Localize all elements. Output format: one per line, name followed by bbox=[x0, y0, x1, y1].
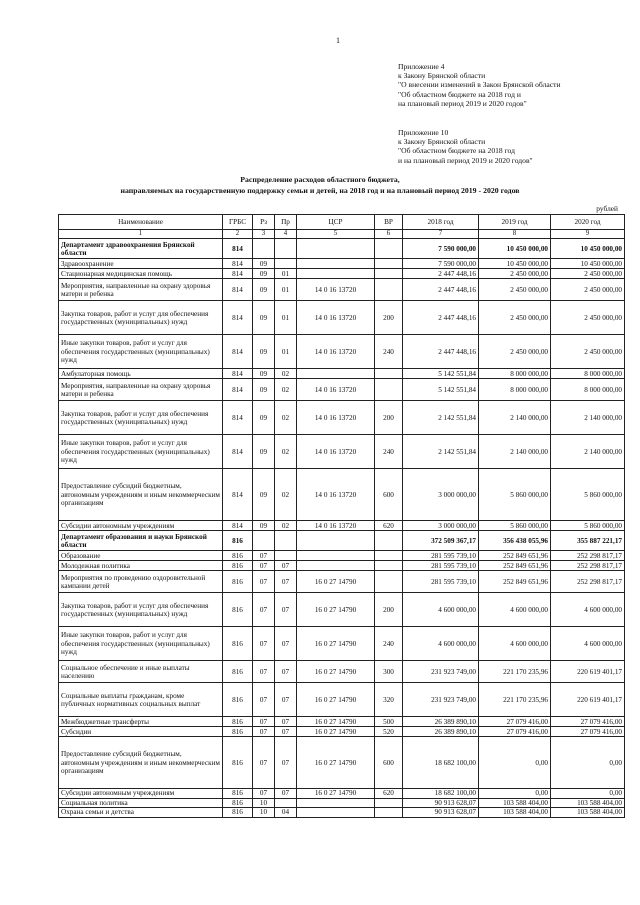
table-row bbox=[59, 279, 625, 301]
col-header-name: Наименование bbox=[59, 215, 223, 230]
table-row bbox=[59, 661, 625, 683]
table-row bbox=[59, 369, 625, 379]
table-row bbox=[59, 808, 625, 817]
cell-grbs: 816 bbox=[223, 789, 253, 798]
cell-pr bbox=[275, 798, 297, 807]
cell-grbs: 816 bbox=[223, 571, 253, 593]
table-row bbox=[59, 401, 625, 435]
row-name: Иные закупки товаров, работ и услуг для обеспечения государственных (муниципальных) нужд bbox=[59, 335, 223, 369]
cell-vr: 240 bbox=[375, 627, 403, 661]
cell-grbs: 814 bbox=[223, 379, 253, 401]
cell-2020: 355 887 221,17 bbox=[551, 531, 625, 551]
cell-pr: 01 bbox=[275, 269, 297, 279]
row-name: Субсидии bbox=[59, 727, 223, 737]
cell-2020: 0,00 bbox=[551, 789, 625, 798]
cell-pr bbox=[275, 239, 297, 259]
col-header-2019: 2019 год bbox=[479, 215, 551, 230]
cell-vr bbox=[375, 369, 403, 379]
col-number: 3 bbox=[253, 230, 275, 239]
cell-rz: 09 bbox=[253, 279, 275, 301]
cell-vr: 600 bbox=[375, 469, 403, 521]
cell-2019: 252 849 651,96 bbox=[479, 571, 551, 593]
cell-vr: 200 bbox=[375, 301, 403, 335]
annex-line: на плановый период 2019 и 2020 годов" bbox=[398, 98, 527, 108]
cell-rz: 07 bbox=[253, 551, 275, 561]
cell-vr bbox=[375, 808, 403, 817]
table-row bbox=[59, 335, 625, 369]
cell-rz: 07 bbox=[253, 661, 275, 683]
cell-pr: 07 bbox=[275, 661, 297, 683]
row-name: Предоставление субсидий бюджетным, автономным учреждениям и иным некоммерческим организациям bbox=[59, 469, 223, 521]
cell-2018: 5 142 551,84 bbox=[403, 369, 479, 379]
row-name: Закупка товаров, работ и услуг для обеспечения государственных (муниципальных) нужд bbox=[59, 593, 223, 627]
cell-pr bbox=[275, 259, 297, 269]
row-name: Департамент образования и науки Брянской области bbox=[59, 531, 223, 551]
row-name: Предоставление субсидий бюджетным, автономным учреждениям и иным некоммерческим организациям bbox=[59, 737, 223, 789]
cell-2019: 27 079 416,00 bbox=[479, 727, 551, 737]
cell-2020: 27 079 416,00 bbox=[551, 727, 625, 737]
table-row bbox=[59, 379, 625, 401]
cell-grbs: 816 bbox=[223, 727, 253, 737]
cell-2018: 4 600 000,00 bbox=[403, 627, 479, 661]
row-name: Образование bbox=[59, 551, 223, 561]
cell-2018: 7 590 000,00 bbox=[403, 239, 479, 259]
cell-2018: 2 447 448,16 bbox=[403, 279, 479, 301]
document-subtitle: направляемых на государственную поддержку семьи и детей, на 2018 год и на плановый период 2019 - 2020 годов bbox=[120, 186, 520, 195]
cell-grbs: 814 bbox=[223, 239, 253, 259]
cell-csr: 16 0 27 14790 bbox=[297, 789, 375, 798]
cell-csr bbox=[297, 239, 375, 259]
row-name: Закупка товаров, работ и услуг для обеспечения государственных (муниципальных) нужд bbox=[59, 301, 223, 335]
cell-2019: 103 588 404,00 bbox=[479, 808, 551, 817]
col-header-pr: Пр bbox=[275, 215, 297, 230]
cell-2020: 2 450 000,00 bbox=[551, 279, 625, 301]
cell-csr: 14 0 16 13720 bbox=[297, 469, 375, 521]
annex-line: "О внесении изменений в Закон Брянской области bbox=[398, 80, 561, 90]
table-row bbox=[59, 727, 625, 737]
cell-2018: 281 595 739,10 bbox=[403, 571, 479, 593]
cell-csr bbox=[297, 561, 375, 571]
table-row bbox=[59, 627, 625, 661]
cell-csr bbox=[297, 259, 375, 269]
cell-vr: 200 bbox=[375, 401, 403, 435]
cell-grbs: 816 bbox=[223, 717, 253, 727]
cell-2020: 5 860 000,00 bbox=[551, 521, 625, 531]
cell-csr bbox=[297, 269, 375, 279]
cell-pr: 07 bbox=[275, 683, 297, 717]
cell-2020: 252 298 817,17 bbox=[551, 571, 625, 593]
cell-vr bbox=[375, 571, 403, 593]
row-name: Социальные выплаты гражданам, кроме публичных нормативных социальных выплат bbox=[59, 683, 223, 717]
table-row bbox=[59, 239, 625, 259]
cell-2020: 5 860 000,00 bbox=[551, 469, 625, 521]
cell-2018: 18 682 100,00 bbox=[403, 789, 479, 798]
cell-vr bbox=[375, 239, 403, 259]
cell-pr: 01 bbox=[275, 301, 297, 335]
cell-vr: 300 bbox=[375, 661, 403, 683]
cell-rz: 07 bbox=[253, 683, 275, 717]
cell-2019: 252 849 651,96 bbox=[479, 551, 551, 561]
cell-2019: 0,00 bbox=[479, 737, 551, 789]
cell-rz: 09 bbox=[253, 401, 275, 435]
cell-2020: 2 450 000,00 bbox=[551, 269, 625, 279]
table-row bbox=[59, 798, 625, 807]
cell-2018: 2 447 448,16 bbox=[403, 335, 479, 369]
cell-2018: 18 682 100,00 bbox=[403, 737, 479, 789]
cell-2020: 2 450 000,00 bbox=[551, 335, 625, 369]
cell-csr: 14 0 16 13720 bbox=[297, 335, 375, 369]
cell-vr bbox=[375, 269, 403, 279]
cell-vr bbox=[375, 531, 403, 551]
col-header-2018: 2018 год bbox=[403, 215, 479, 230]
cell-vr: 620 bbox=[375, 521, 403, 531]
cell-csr: 14 0 16 13720 bbox=[297, 279, 375, 301]
cell-grbs: 814 bbox=[223, 301, 253, 335]
cell-csr bbox=[297, 531, 375, 551]
cell-rz: 09 bbox=[253, 335, 275, 369]
cell-csr: 14 0 16 13720 bbox=[297, 435, 375, 469]
cell-2019: 252 849 651,96 bbox=[479, 561, 551, 571]
col-number: 8 bbox=[479, 230, 551, 239]
row-name: Департамент здравоохранения Брянской области bbox=[59, 239, 223, 259]
cell-grbs: 816 bbox=[223, 683, 253, 717]
cell-vr: 320 bbox=[375, 683, 403, 717]
cell-pr: 02 bbox=[275, 369, 297, 379]
cell-pr: 07 bbox=[275, 727, 297, 737]
table-row bbox=[59, 789, 625, 798]
annex-line: Приложение 4 bbox=[398, 62, 445, 71]
cell-2020: 27 079 416,00 bbox=[551, 717, 625, 727]
cell-2019: 2 140 000,00 bbox=[479, 401, 551, 435]
cell-pr: 02 bbox=[275, 379, 297, 401]
cell-csr: 16 0 27 14790 bbox=[297, 593, 375, 627]
cell-2018: 231 923 749,00 bbox=[403, 661, 479, 683]
currency-unit: рублей bbox=[596, 204, 618, 213]
table-row bbox=[59, 571, 625, 593]
cell-2018: 3 000 000,00 bbox=[403, 469, 479, 521]
cell-vr bbox=[375, 551, 403, 561]
cell-2019: 2 450 000,00 bbox=[479, 279, 551, 301]
cell-2018: 231 923 749,00 bbox=[403, 683, 479, 717]
cell-pr: 07 bbox=[275, 561, 297, 571]
cell-rz: 07 bbox=[253, 627, 275, 661]
cell-2019: 27 079 416,00 bbox=[479, 717, 551, 727]
table-row bbox=[59, 551, 625, 561]
cell-rz: 09 bbox=[253, 259, 275, 269]
cell-csr bbox=[297, 798, 375, 807]
cell-grbs: 816 bbox=[223, 661, 253, 683]
col-number: 2 bbox=[223, 230, 253, 239]
row-name: Стационарная медицинская помощь bbox=[59, 269, 223, 279]
cell-2020: 8 000 000,00 bbox=[551, 379, 625, 401]
cell-grbs: 814 bbox=[223, 335, 253, 369]
cell-vr bbox=[375, 279, 403, 301]
cell-2019: 2 450 000,00 bbox=[479, 301, 551, 335]
cell-grbs: 816 bbox=[223, 531, 253, 551]
cell-pr: 02 bbox=[275, 401, 297, 435]
cell-2018: 90 913 628,07 bbox=[403, 808, 479, 817]
col-number: 6 bbox=[375, 230, 403, 239]
row-name: Межбюджетные трансферты bbox=[59, 717, 223, 727]
cell-2020: 10 450 000,00 bbox=[551, 239, 625, 259]
cell-rz: 07 bbox=[253, 593, 275, 627]
row-name: Социальная политика bbox=[59, 798, 223, 807]
annex-line: к Закону Брянской области bbox=[398, 137, 486, 147]
cell-grbs: 814 bbox=[223, 469, 253, 521]
cell-2020: 0,00 bbox=[551, 737, 625, 789]
cell-pr: 01 bbox=[275, 335, 297, 369]
annex-4-header bbox=[398, 62, 561, 108]
cell-grbs: 814 bbox=[223, 259, 253, 269]
cell-2019: 2 450 000,00 bbox=[479, 269, 551, 279]
cell-grbs: 816 bbox=[223, 798, 253, 807]
cell-vr bbox=[375, 259, 403, 269]
table-row bbox=[59, 593, 625, 627]
cell-csr: 14 0 16 13720 bbox=[297, 401, 375, 435]
budget-table-body bbox=[59, 239, 625, 817]
cell-rz bbox=[253, 239, 275, 259]
cell-2019: 5 860 000,00 bbox=[479, 521, 551, 531]
cell-2019: 4 600 000,00 bbox=[479, 627, 551, 661]
cell-grbs: 814 bbox=[223, 279, 253, 301]
cell-2019: 221 170 235,96 bbox=[479, 683, 551, 717]
cell-2018: 26 389 890,10 bbox=[403, 727, 479, 737]
cell-2019: 2 450 000,00 bbox=[479, 335, 551, 369]
cell-2020: 2 450 000,00 bbox=[551, 301, 625, 335]
col-header-vr: ВР bbox=[375, 215, 403, 230]
cell-grbs: 814 bbox=[223, 269, 253, 279]
cell-pr: 07 bbox=[275, 593, 297, 627]
table-row bbox=[59, 301, 625, 335]
row-name: Молодежная политика bbox=[59, 561, 223, 571]
col-number: 4 bbox=[275, 230, 297, 239]
cell-csr bbox=[297, 808, 375, 817]
header-row bbox=[59, 215, 625, 230]
cell-2018: 281 595 739,10 bbox=[403, 551, 479, 561]
col-number: 1 bbox=[59, 230, 223, 239]
cell-2020: 103 588 404,00 bbox=[551, 798, 625, 807]
table-row bbox=[59, 269, 625, 279]
cell-rz: 09 bbox=[253, 369, 275, 379]
table-row bbox=[59, 435, 625, 469]
cell-rz: 07 bbox=[253, 571, 275, 593]
annex-line: "Об областном бюджете на 2018 год и bbox=[398, 89, 521, 99]
row-name: Мероприятия, направленные на охрану здоровья матери и ребенка bbox=[59, 279, 223, 301]
cell-rz: 09 bbox=[253, 379, 275, 401]
table-row bbox=[59, 683, 625, 717]
cell-2020: 220 619 401,17 bbox=[551, 683, 625, 717]
cell-grbs: 816 bbox=[223, 627, 253, 661]
cell-grbs: 814 bbox=[223, 435, 253, 469]
budget-table bbox=[58, 214, 625, 818]
col-header-2020: 2020 год bbox=[551, 215, 625, 230]
cell-vr bbox=[375, 379, 403, 401]
col-header-rz: Рз bbox=[253, 215, 275, 230]
cell-vr: 240 bbox=[375, 435, 403, 469]
cell-csr: 16 0 27 14790 bbox=[297, 571, 375, 593]
annex-10-header bbox=[398, 128, 533, 165]
cell-pr: 02 bbox=[275, 435, 297, 469]
cell-rz: 09 bbox=[253, 301, 275, 335]
cell-grbs: 816 bbox=[223, 551, 253, 561]
cell-csr: 16 0 27 14790 bbox=[297, 661, 375, 683]
cell-rz: 07 bbox=[253, 717, 275, 727]
cell-grbs: 814 bbox=[223, 369, 253, 379]
cell-pr bbox=[275, 551, 297, 561]
cell-csr: 16 0 27 14790 bbox=[297, 627, 375, 661]
cell-vr: 500 bbox=[375, 717, 403, 727]
cell-csr bbox=[297, 551, 375, 561]
cell-2020: 4 600 000,00 bbox=[551, 593, 625, 627]
table-row bbox=[59, 531, 625, 551]
row-name: Субсидии автономным учреждениям bbox=[59, 521, 223, 531]
cell-rz: 07 bbox=[253, 737, 275, 789]
cell-2018: 90 913 628,07 bbox=[403, 798, 479, 807]
cell-2018: 3 000 000,00 bbox=[403, 521, 479, 531]
cell-rz: 07 bbox=[253, 727, 275, 737]
table-row bbox=[59, 259, 625, 269]
cell-2018: 2 142 551,84 bbox=[403, 401, 479, 435]
row-name: Социальное обеспечение и иные выплаты населению bbox=[59, 661, 223, 683]
row-name: Субсидии автономным учреждениям bbox=[59, 789, 223, 798]
col-number: 7 bbox=[403, 230, 479, 239]
table-row bbox=[59, 521, 625, 531]
annex-line: "Об областном бюджете на 2018 год bbox=[398, 146, 515, 156]
row-name: Иные закупки товаров, работ и услуг для обеспечения государственных (муниципальных) нужд bbox=[59, 627, 223, 661]
cell-pr: 07 bbox=[275, 737, 297, 789]
cell-rz: 09 bbox=[253, 269, 275, 279]
cell-2018: 26 389 890,10 bbox=[403, 717, 479, 727]
row-name: Охрана семьи и детства bbox=[59, 808, 223, 817]
cell-rz: 07 bbox=[253, 561, 275, 571]
cell-rz: 09 bbox=[253, 469, 275, 521]
cell-2019: 4 600 000,00 bbox=[479, 593, 551, 627]
cell-grbs: 816 bbox=[223, 593, 253, 627]
col-header-csr: ЦСР bbox=[297, 215, 375, 230]
cell-vr: 520 bbox=[375, 727, 403, 737]
cell-2019: 356 438 055,96 bbox=[479, 531, 551, 551]
row-name: Здравоохранение bbox=[59, 259, 223, 269]
cell-grbs: 814 bbox=[223, 401, 253, 435]
cell-2019: 8 000 000,00 bbox=[479, 369, 551, 379]
cell-grbs: 814 bbox=[223, 521, 253, 531]
cell-2020: 220 619 401,17 bbox=[551, 661, 625, 683]
page-number: 1 bbox=[336, 36, 340, 45]
cell-pr bbox=[275, 531, 297, 551]
cell-2018: 2 447 448,16 bbox=[403, 301, 479, 335]
cell-vr: 240 bbox=[375, 335, 403, 369]
table-row bbox=[59, 717, 625, 727]
cell-2020: 2 140 000,00 bbox=[551, 401, 625, 435]
col-number: 5 bbox=[297, 230, 375, 239]
cell-pr: 02 bbox=[275, 469, 297, 521]
cell-pr: 07 bbox=[275, 789, 297, 798]
cell-csr: 14 0 16 13720 bbox=[297, 521, 375, 531]
cell-csr: 14 0 16 13720 bbox=[297, 301, 375, 335]
cell-2019: 103 588 404,00 bbox=[479, 798, 551, 807]
cell-rz: 09 bbox=[253, 435, 275, 469]
cell-2018: 4 600 000,00 bbox=[403, 593, 479, 627]
row-name: Иные закупки товаров, работ и услуг для обеспечения государственных (муниципальных) нужд bbox=[59, 435, 223, 469]
cell-rz: 07 bbox=[253, 789, 275, 798]
cell-vr: 620 bbox=[375, 789, 403, 798]
cell-vr bbox=[375, 798, 403, 807]
cell-2019: 221 170 235,96 bbox=[479, 661, 551, 683]
table-row bbox=[59, 561, 625, 571]
cell-2018: 7 590 000,00 bbox=[403, 259, 479, 269]
cell-2020: 10 450 000,00 bbox=[551, 259, 625, 269]
cell-vr bbox=[375, 561, 403, 571]
cell-csr: 16 0 27 14790 bbox=[297, 737, 375, 789]
cell-rz: 10 bbox=[253, 808, 275, 817]
cell-rz: 09 bbox=[253, 521, 275, 531]
row-name: Мероприятия, направленные на охрану здоровья матери и ребенка bbox=[59, 379, 223, 401]
cell-2019: 2 140 000,00 bbox=[479, 435, 551, 469]
cell-2019: 10 450 000,00 bbox=[479, 259, 551, 269]
cell-csr bbox=[297, 369, 375, 379]
cell-grbs: 816 bbox=[223, 737, 253, 789]
cell-2020: 8 000 000,00 bbox=[551, 369, 625, 379]
cell-2020: 252 298 817,17 bbox=[551, 561, 625, 571]
cell-csr: 14 0 16 13720 bbox=[297, 379, 375, 401]
document-title: Распределение расходов областного бюджета, bbox=[240, 175, 400, 184]
cell-2019: 0,00 bbox=[479, 789, 551, 798]
cell-rz: 10 bbox=[253, 798, 275, 807]
cell-2018: 281 595 739,10 bbox=[403, 561, 479, 571]
annex-line: и на плановый период 2019 и 2020 годов" bbox=[398, 155, 533, 165]
cell-2019: 8 000 000,00 bbox=[479, 379, 551, 401]
cell-csr: 16 0 27 14790 bbox=[297, 727, 375, 737]
cell-vr: 600 bbox=[375, 737, 403, 789]
annex-line: Приложение 10 bbox=[398, 128, 449, 137]
col-header-grbs: ГРБС bbox=[223, 215, 253, 230]
cell-2019: 5 860 000,00 bbox=[479, 469, 551, 521]
cell-vr: 200 bbox=[375, 593, 403, 627]
cell-2018: 372 509 367,17 bbox=[403, 531, 479, 551]
cell-2018: 2 447 448,16 bbox=[403, 269, 479, 279]
cell-pr: 07 bbox=[275, 571, 297, 593]
cell-pr: 07 bbox=[275, 717, 297, 727]
cell-csr: 16 0 27 14790 bbox=[297, 717, 375, 727]
cell-pr: 01 bbox=[275, 279, 297, 301]
table-row bbox=[59, 737, 625, 789]
row-name: Мероприятия по проведению оздоровительной кампании детей bbox=[59, 571, 223, 593]
cell-2020: 103 588 404,00 bbox=[551, 808, 625, 817]
cell-2018: 5 142 551,84 bbox=[403, 379, 479, 401]
cell-grbs: 816 bbox=[223, 561, 253, 571]
cell-2020: 252 298 817,17 bbox=[551, 551, 625, 561]
cell-2019: 10 450 000,00 bbox=[479, 239, 551, 259]
cell-2020: 2 140 000,00 bbox=[551, 435, 625, 469]
table-row bbox=[59, 469, 625, 521]
cell-pr: 02 bbox=[275, 521, 297, 531]
column-number-row bbox=[59, 230, 625, 239]
cell-grbs: 816 bbox=[223, 808, 253, 817]
cell-2020: 4 600 000,00 bbox=[551, 627, 625, 661]
cell-rz bbox=[253, 531, 275, 551]
row-name: Амбулаторная помощь bbox=[59, 369, 223, 379]
cell-csr: 16 0 27 14790 bbox=[297, 683, 375, 717]
col-number: 9 bbox=[551, 230, 625, 239]
cell-pr: 07 bbox=[275, 627, 297, 661]
annex-line: к Закону Брянской области bbox=[398, 71, 486, 81]
cell-2018: 2 142 551,84 bbox=[403, 435, 479, 469]
cell-pr: 04 bbox=[275, 808, 297, 817]
row-name: Закупка товаров, работ и услуг для обеспечения государственных (муниципальных) нужд bbox=[59, 401, 223, 435]
